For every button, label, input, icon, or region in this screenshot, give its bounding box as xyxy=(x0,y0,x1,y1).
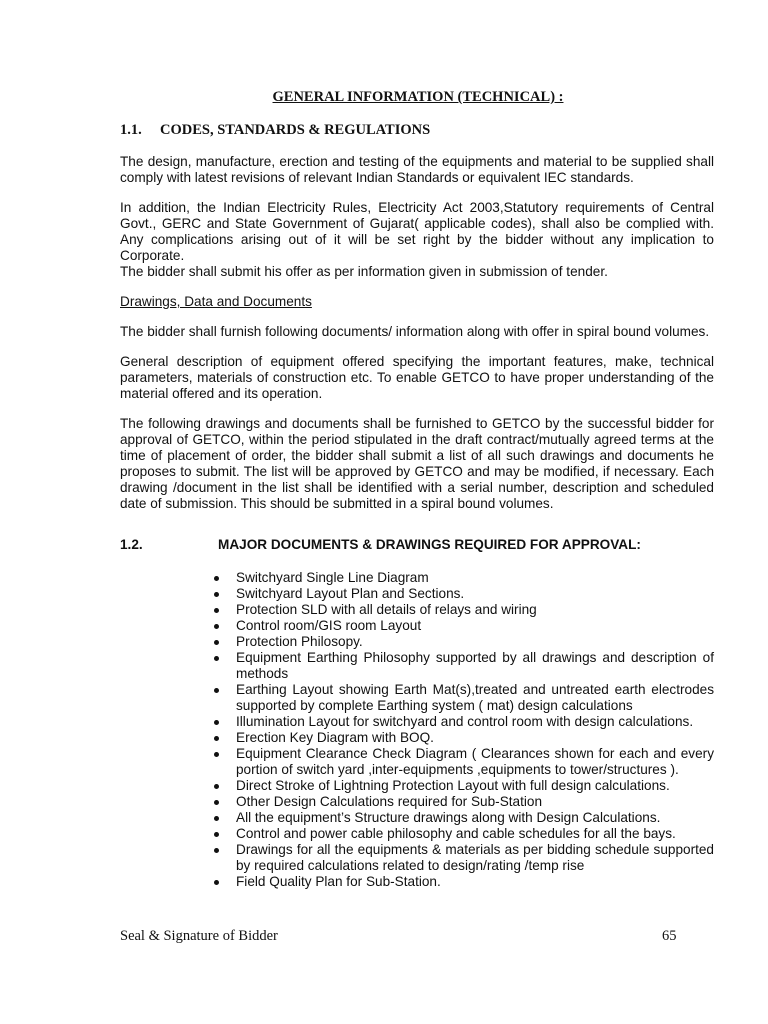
subheading: Drawings, Data and Documents xyxy=(120,294,312,309)
list-item: Field Quality Plan for Sub-Station. xyxy=(214,874,714,890)
list-item: Earthing Layout showing Earth Mat(s),treated and untreated earth electrodes supported by complete Earthing system ( mat) design calculations xyxy=(214,682,714,714)
list-item: Erection Key Diagram with BOQ. xyxy=(214,730,714,746)
list-item: Control room/GIS room Layout xyxy=(214,618,714,634)
bullet-icon xyxy=(214,688,219,693)
paragraph: The design, manufacture, erection and testing of the equipments and material to be supplied shall comply with latest revisions of relevant Indian Standards or equivalent IEC standards. xyxy=(120,154,714,185)
list-item: Equipment Earthing Philosophy supported by all drawings and description of methods xyxy=(214,650,714,682)
list-item: Other Design Calculations required for Sub-Station xyxy=(214,794,714,810)
list-item: Drawings for all the equipments & materials as per bidding schedule supported by required calculations related to design/rating /temp rise xyxy=(214,842,714,874)
paragraph: General description of equipment offered specifying the important features, make, technical parameters, materials of construction etc. To enable GETCO to have proper understanding of the material offered and its operation. xyxy=(120,354,714,401)
section-heading-text: CODES, STANDARDS & REGULATIONS xyxy=(160,122,431,138)
bullet-icon xyxy=(214,720,219,725)
bullet-icon xyxy=(214,656,219,661)
footer-seal-signature: Seal & Signature of Bidder xyxy=(120,928,278,944)
list-item: Switchyard Single Line Diagram xyxy=(214,570,714,586)
list-item: Equipment Clearance Check Diagram ( Clearances shown for each and every portion of switch yard ,inter-equipments ,equipments to tower/structures ). xyxy=(214,746,714,778)
bullet-icon xyxy=(214,592,219,597)
bullet-icon xyxy=(214,736,219,741)
list-item: Protection Philosopy. xyxy=(214,634,714,650)
list-item: Control and power cable philosophy and cable schedules for all the bays. xyxy=(214,826,714,842)
section-1-1-heading xyxy=(120,122,430,139)
page-number: 65 xyxy=(662,928,677,944)
bullet-icon xyxy=(214,800,219,805)
bullet-icon xyxy=(214,880,219,885)
paragraph: The bidder shall furnish following documents/ information along with offer in spiral bound volumes. xyxy=(120,324,710,339)
section-heading-text: MAJOR DOCUMENTS & DRAWINGS REQUIRED FOR APPROVAL: xyxy=(218,537,641,552)
bullet-icon xyxy=(214,640,219,645)
page-title: GENERAL INFORMATION (TECHNICAL) : xyxy=(272,89,564,105)
bullet-icon xyxy=(214,816,219,821)
list-item: Direct Stroke of Lightning Protection Layout with full design calculations. xyxy=(214,778,714,794)
bullet-icon xyxy=(214,576,219,581)
bullet-icon xyxy=(214,624,219,629)
paragraph: In addition, the Indian Electricity Rules, Electricity Act 2003,Statutory requirements of Central Govt., GERC and State Government of Gujarat( applicable codes), shall also be complied with. Any complications arising out of it will be set right by the bidder without any implication to Corporate. xyxy=(120,200,714,263)
list-item: Protection SLD with all details of relays and wiring xyxy=(214,602,714,618)
paragraph: The bidder shall submit his offer as per information given in submission of tender. xyxy=(120,264,608,279)
list-item: Switchyard Layout Plan and Sections. xyxy=(214,586,714,602)
section-number: 1.2. xyxy=(120,537,143,552)
section-1-2-heading xyxy=(120,537,720,552)
bullet-icon xyxy=(214,608,219,613)
bullet-icon xyxy=(214,848,219,853)
bullet-icon xyxy=(214,752,219,757)
bullet-icon xyxy=(214,832,219,837)
paragraph: The following drawings and documents shall be furnished to GETCO by the successful bidder for approval of GETCO, within the period stipulated in the draft contract/mutually agreed terms at the time of placement of order, the bidder shall submit a list of all such drawings and documents he proposes to submit. The list will be approved by GETCO and may be modified, if necessary. Each drawing /document in the list shall be identified with a serial number, description and scheduled date of submission. This should be submitted in a spiral bound volumes. xyxy=(120,416,714,511)
bullet-icon xyxy=(214,784,219,789)
list-item: Illumination Layout for switchyard and control room with design calculations. xyxy=(214,714,714,730)
approval-documents-list xyxy=(214,570,714,890)
list-item: All the equipment’s Structure drawings along with Design Calculations. xyxy=(214,810,714,826)
section-number: 1.1. xyxy=(120,122,142,138)
body-paragraphs xyxy=(120,154,714,512)
